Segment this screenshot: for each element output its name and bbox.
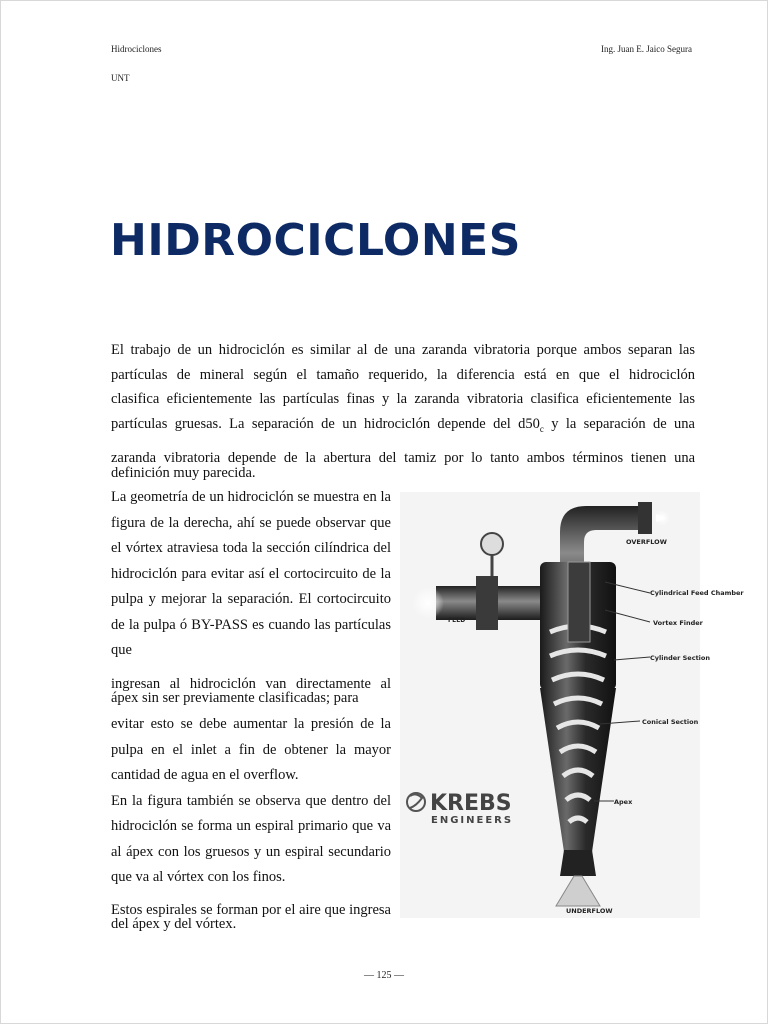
overflow-flange bbox=[638, 502, 652, 534]
geometry-paragraph-part2: ingresan al hidrociclón van directamente al ápex sin ser previamente clasificadas; para bbox=[111, 676, 391, 706]
intro-line-4 bbox=[111, 412, 695, 441]
apex-body bbox=[560, 850, 596, 876]
d50-subscript: c bbox=[539, 423, 544, 434]
krebs-logo-sub: ENGINEERS bbox=[431, 815, 514, 826]
label-apex: Apex bbox=[614, 798, 633, 806]
label-cylinder-section: Cylinder Section bbox=[650, 654, 710, 662]
label-cylindrical-feed-chamber: Cylindrical Feed Chamber bbox=[650, 589, 744, 597]
intro-paragraph bbox=[111, 338, 695, 441]
intro-line-1: El trabajo de un hidrociclón es similar al de una zaranda vibratoria porque ambos separan las bbox=[111, 342, 695, 358]
geometry-paragraph-part4: En la figura también se observa que dentro del hidrociclón se forma un espiral primario que va al ápex con los gruesos y un espiral secundario que va al vórtex con los finos. bbox=[111, 792, 391, 885]
label-feed: FEED bbox=[448, 617, 466, 624]
hydrocyclone-figure bbox=[400, 492, 744, 918]
page-number: — 125 — bbox=[364, 970, 404, 981]
label-underflow: UNDERFLOW bbox=[566, 907, 613, 915]
running-header-title: Hidrociclones bbox=[111, 44, 162, 54]
intro-line-4-b: y la separación de una bbox=[543, 415, 695, 432]
intro-line-2: partículas de mineral según el tamaño requerido, la diferencia está en que el hidrociclón bbox=[111, 366, 695, 383]
label-overflow: OVERFLOW bbox=[626, 538, 667, 546]
page-title: HIDROCICLONES bbox=[110, 215, 521, 266]
intro-line-3: clasifica eficientemente las partículas finas y la zaranda vibratoria clasifica eficientemente las bbox=[111, 391, 695, 407]
geometry-paragraph-block bbox=[111, 712, 391, 891]
geometry-paragraph-part5: Estos espirales se forman por el aire que ingresa del ápex y del vórtex. bbox=[111, 902, 391, 932]
feed-glow bbox=[412, 587, 444, 619]
vortex-finder bbox=[568, 562, 590, 642]
geometry-paragraph-part3: evitar esto se debe aumentar la presión de la pulpa en el inlet a fin de obtener la mayor cantidad de agua en el overflow. bbox=[111, 716, 391, 783]
pressure-gauge-icon bbox=[481, 533, 503, 555]
running-header-author: Ing. Juan E. Jaico Segura bbox=[601, 44, 692, 54]
geometry-paragraph-part1: La geometría de un hidrociclón se muestra en la figura de la derecha, ahí se puede observar que el vórtex atraviesa toda la sección cilíndrica del hidrociclón para evitar así el cortocircuito de la pulpa y mejorar la separación. El cortocircuito de la pulpa ó BY-PASS es cuando las partículas que bbox=[111, 489, 391, 658]
intro-line-4-a: partículas gruesas. La separación de un hidrociclón depende del d50 bbox=[111, 415, 540, 432]
krebs-logo-brand: KREBS bbox=[430, 791, 512, 816]
feed-valve bbox=[476, 576, 498, 630]
label-conical-section: Conical Section bbox=[642, 718, 699, 726]
running-header-institution: UNT bbox=[111, 73, 130, 83]
label-vortex-finder: Vortex Finder bbox=[653, 619, 703, 627]
intro-continuation: zaranda vibratoria depende de la abertura del tamiz por lo tanto ambos términos tienen una definición muy parecida. bbox=[111, 450, 695, 481]
